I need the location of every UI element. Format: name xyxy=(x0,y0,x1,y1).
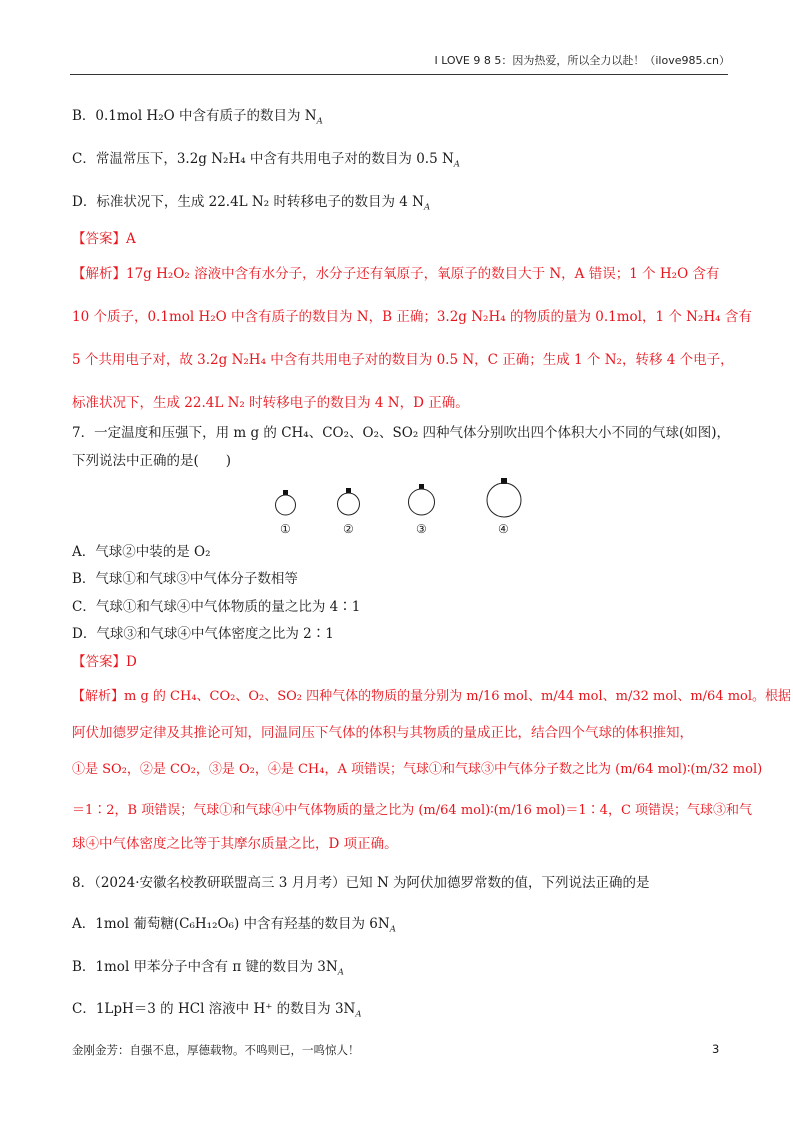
q6-analysis-line-4: 标准状况下，生成 22.4L N₂ 时转移电子的数目为 4 N，D 正确。 xyxy=(72,395,469,411)
q7-option-b: B．气球①和气球③中气体分子数相等 xyxy=(72,571,298,587)
q7-analysis-line-4: ＝1∶2，B 项错误；气球①和气球④中气体物质的量之比为 (m/64 mol)∶(m/16 mol)＝1∶4，C 项错误；气球③和气 xyxy=(72,803,753,818)
balloon-label-3: ③ xyxy=(416,522,427,536)
q8-stem: 8．（2024·安徽名校教研联盟高三 3 月月考）已知 N 为阿伏加德罗常数的值，下列说法正确的是 xyxy=(72,875,650,891)
page-number: 3 xyxy=(712,1042,720,1056)
q6-option-d: D．标准状况下，生成 22.4L N₂ 时转移电子的数目为 4 $N_A$ xyxy=(72,194,431,213)
balloon-1 xyxy=(276,490,296,515)
q6-option-b: B．0.1mol H₂O 中含有质子的数目为 $N_A$ xyxy=(72,108,323,127)
q8-option-b: B．1mol 甲苯分子中含有 π 键的数目为 $3N_A$ xyxy=(72,959,344,978)
balloon-4 xyxy=(487,478,521,517)
header-divider xyxy=(70,74,728,75)
q6-analysis-line-3: 5 个共用电子对，故 3.2g N₂H₄ 中含有共用电子对的数目为 0.5 N，C 正确；生成 1 个 N₂，转移 4 个电子， xyxy=(72,352,734,368)
balloon-2 xyxy=(338,488,360,515)
q6-analysis-line-1: 【解析】17g H₂O₂ 溶液中含有水分子，水分子还有氧原子，氧原子的数目大于 N，A 错误；1 个 H₂O 含有 xyxy=(72,266,720,282)
balloon-label-2: ② xyxy=(343,522,354,536)
q7-analysis-line-1: 【解析】m g 的 CH₄、CO₂、O₂、SO₂ 四种气体的物质的量分别为 m/16 mol、m/44 mol、m/32 mol、m/64 mol。根据 xyxy=(72,689,792,704)
q6-answer: 【答案】A xyxy=(72,231,136,247)
q7-option-d: D．气球③和气球④中气体密度之比为 2∶1 xyxy=(72,626,334,642)
q8-option-c: C．1LpH＝3 的 HCl 溶液中 H⁺ 的数目为 $3N_A$ xyxy=(72,1001,362,1020)
q7-stem-line-2: 下列说法中正确的是( ) xyxy=(72,453,232,469)
q8-option-a: A．1mol 葡萄糖(C₆H₁₂O₆) 中含有羟基的数目为 $6N_A$ xyxy=(72,916,396,935)
balloon-diagram xyxy=(265,478,535,540)
q7-answer: 【答案】D xyxy=(72,654,137,670)
balloon-3 xyxy=(409,484,435,515)
q7-analysis-line-5: 球④中气体密度之比等于其摩尔质量之比，D 项正确。 xyxy=(72,836,398,852)
page-footer: 金刚金芳：自强不息，厚德载物。不鸣则已，一鸣惊人！ xyxy=(72,1043,360,1057)
balloon-label-4: ④ xyxy=(498,522,509,536)
q7-option-a: A．气球②中装的是 O₂ xyxy=(72,544,211,560)
page-header: I LOVE 9 8 5：因为热爱，所以全力以赴！（ilove985.cn） xyxy=(434,54,730,67)
balloon-figure xyxy=(265,478,535,540)
balloon-label-1: ① xyxy=(280,522,291,536)
q7-analysis-line-2: 阿伏加德罗定律及其推论可知，同温同压下气体的体积与其物质的量成正比，结合四个气球的体积推知， xyxy=(72,725,693,741)
q6-option-c: C．常温常压下，3.2g N₂H₄ 中含有共用电子对的数目为 0.5 $N_A$ xyxy=(72,151,460,170)
q7-analysis-line-3: ①是 SO₂，②是 CO₂，③是 O₂，④是 CH₄，A 项错误；气球①和气球③中气体分子数之比为 (m/64 mol)∶(m/32 mol) xyxy=(72,762,763,777)
q7-stem-line-1: 7．一定温度和压强下，用 m g 的 CH₄、CO₂、O₂、SO₂ 四种气体分别吹出四个体积大小不同的气球(如图)， xyxy=(72,425,731,441)
q6-analysis-line-2: 10 个质子，0.1mol H₂O 中含有质子的数目为 N，B 正确；3.2g N₂H₄ 的物质的量为 0.1mol，1 个 N₂H₄ 含有 xyxy=(72,309,752,325)
q7-option-c: C．气球①和气球④中气体物质的量之比为 4∶1 xyxy=(72,599,361,615)
